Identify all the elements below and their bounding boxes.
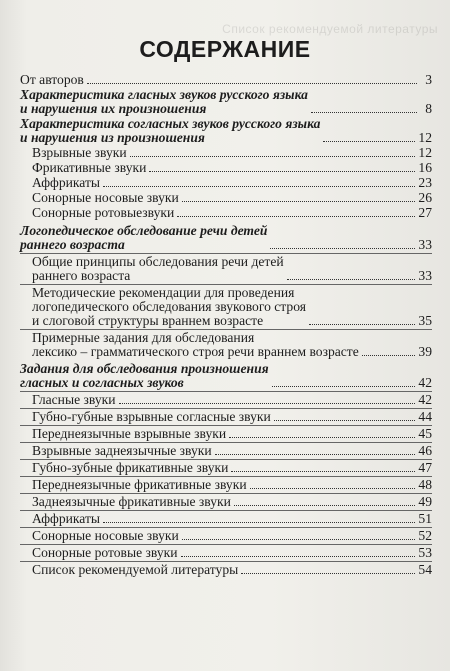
- toc-entry-title: Характеристика гласных звуков русского языка и нарушения их произношения: [20, 87, 308, 116]
- toc-entry-title: Задания для обследования произношения гласных и согласных звуков: [20, 361, 269, 390]
- toc-entry-page: 47: [418, 460, 432, 475]
- dot-leader: [234, 505, 415, 506]
- dot-leader: [272, 386, 416, 387]
- dot-leader: [215, 454, 416, 455]
- toc-entry[interactable]: [20, 73, 432, 87]
- toc-entry-page: 52: [418, 528, 432, 543]
- toc-entry-title: Взрывные звуки: [32, 145, 127, 160]
- toc-entry-title: Губно-губные взрывные согласные звуки: [32, 409, 271, 424]
- toc-entry-page: 42: [418, 375, 432, 390]
- toc-entry-page: 12: [418, 145, 432, 160]
- dot-leader: [311, 112, 417, 113]
- toc-entry[interactable]: [20, 527, 432, 543]
- toc-entry-page: 33: [418, 237, 432, 252]
- toc-entry-title: Аффрикаты: [32, 175, 101, 190]
- bleed-through-header: Список рекомендуемой литературы: [222, 22, 438, 36]
- toc-entry[interactable]: [20, 191, 432, 205]
- toc-entry-page: 46: [418, 443, 432, 458]
- toc-entry-page: 33: [418, 268, 432, 283]
- toc-entry[interactable]: [20, 459, 432, 475]
- toc-entry[interactable]: [20, 206, 432, 220]
- toc-entry[interactable]: [20, 408, 432, 424]
- toc-entry-page: 16: [418, 160, 432, 175]
- page-title: СОДЕРЖАНИЕ: [139, 36, 311, 62]
- toc-entry-title: Переднеязычные взрывные звуки: [32, 426, 227, 441]
- dot-leader: [130, 156, 416, 157]
- dot-leader: [362, 355, 416, 356]
- toc-entry[interactable]: [20, 391, 432, 407]
- toc-entry-title: Общие принципы обследования речи детей раннего возраста: [32, 254, 284, 283]
- dot-leader: [182, 201, 416, 202]
- toc-entry-page: 27: [418, 205, 432, 220]
- toc-entry[interactable]: [20, 425, 432, 441]
- toc-entry-title: Сонорные носовые звуки: [32, 528, 179, 543]
- toc-entry-title: Сонорные ротовые звуки: [32, 545, 178, 560]
- toc-entry[interactable]: [20, 161, 432, 175]
- dot-leader: [250, 488, 416, 489]
- dot-leader: [182, 539, 416, 540]
- toc-entry-title: Гласные звуки: [32, 392, 116, 407]
- toc-entry-page: 54: [418, 562, 432, 577]
- toc-entry[interactable]: [20, 476, 432, 492]
- toc-entry-page: 42: [418, 392, 432, 407]
- toc-entry-title: Логопедическое обследование речи детей раннего возраста: [20, 223, 268, 252]
- toc-entry-title: Фрикативные звуки: [32, 160, 147, 175]
- toc-entry[interactable]: [20, 224, 432, 252]
- dot-leader: [241, 573, 415, 574]
- toc-entry[interactable]: [20, 561, 432, 577]
- toc-entry[interactable]: [20, 329, 432, 359]
- toc-entry-page: 23: [418, 175, 432, 190]
- toc-entry-page: 49: [418, 494, 432, 509]
- toc-entry-title: Губно-зубные фрикативные звуки: [32, 460, 229, 475]
- toc-entry-title: Аффрикаты: [32, 511, 101, 526]
- toc-entry-page: 26: [418, 190, 432, 205]
- dot-leader: [270, 248, 415, 249]
- toc-entry-title: Методические рекомендации для проведения логопедического обследования звукового строя и слоговой структуры враннем возрасте: [32, 285, 307, 328]
- toc-entry-title: Примерные задания для обследования лексико – грамматического строя речи враннем возрасте: [32, 330, 359, 359]
- dot-leader: [87, 83, 417, 84]
- table-of-contents: [20, 70, 432, 577]
- toc-entry-page: 48: [418, 477, 432, 492]
- dot-leader: [103, 186, 415, 187]
- dot-leader: [274, 420, 416, 421]
- toc-entry-title: Взрывные заднеязычные звуки: [32, 443, 212, 458]
- toc-entry[interactable]: [20, 176, 432, 190]
- dot-leader: [231, 471, 415, 472]
- toc-entry-page: 39: [418, 344, 432, 359]
- dot-leader: [177, 216, 415, 217]
- toc-entry-page: 53: [418, 545, 432, 560]
- toc-entry-page: 8: [425, 101, 432, 116]
- toc-entry[interactable]: [20, 88, 432, 116]
- dot-leader: [149, 171, 415, 172]
- toc-entry-title: От авторов: [20, 72, 84, 87]
- toc-entry-title: Переднеязычные фрикативные звуки: [32, 477, 247, 492]
- toc-entry-page: 45: [418, 426, 432, 441]
- toc-entry[interactable]: [20, 117, 432, 145]
- toc-entry-title: Сонорные носовые звуки: [32, 190, 179, 205]
- toc-entry[interactable]: [20, 253, 432, 283]
- toc-entry-page: 3: [425, 72, 432, 87]
- toc-entry-page: 12: [418, 130, 432, 145]
- toc-entry-title: Характеристика согласных звуков русского языка и нарушения из произношения: [20, 116, 321, 145]
- dot-leader: [103, 522, 415, 523]
- toc-entry-page: 35: [418, 313, 432, 328]
- dot-leader: [181, 556, 416, 557]
- toc-entry[interactable]: [20, 362, 432, 390]
- toc-entry-page: 51: [418, 511, 432, 526]
- toc-entry[interactable]: [20, 284, 432, 328]
- toc-entry-title: Сонорные ротовыезвуки: [32, 205, 175, 220]
- dot-leader: [309, 324, 415, 325]
- toc-entry-page: 44: [418, 409, 432, 424]
- dot-leader: [287, 279, 416, 280]
- toc-entry[interactable]: [20, 544, 432, 560]
- dot-leader: [323, 141, 415, 142]
- toc-entry[interactable]: [20, 510, 432, 526]
- dot-leader: [229, 437, 415, 438]
- toc-entry[interactable]: [20, 146, 432, 160]
- toc-entry-title: Заднеязычные фрикативные звуки: [32, 494, 231, 509]
- toc-entry[interactable]: [20, 442, 432, 458]
- toc-entry[interactable]: [20, 493, 432, 509]
- toc-entry-title: Список рекомендуемой литературы: [32, 562, 239, 577]
- dot-leader: [119, 403, 416, 404]
